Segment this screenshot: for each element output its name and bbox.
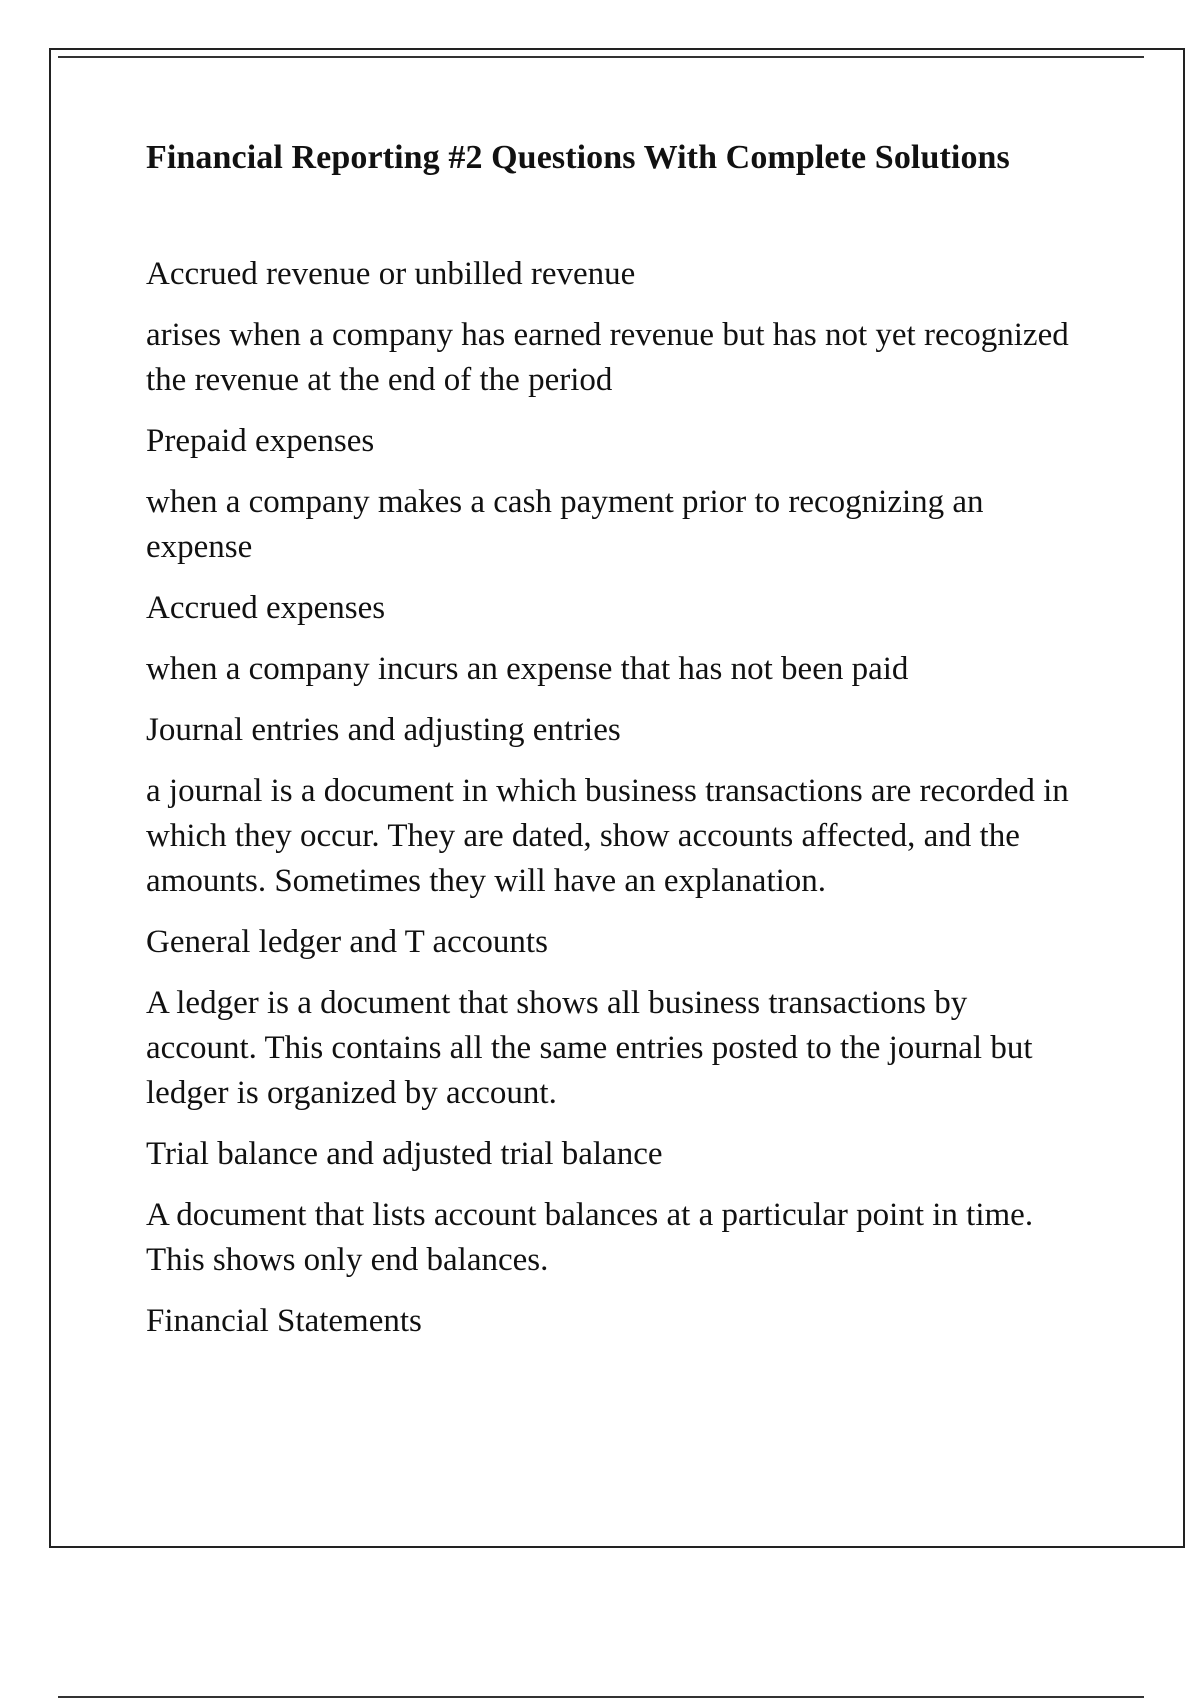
definition: when a company makes a cash payment prior to recognizing an expense [146, 483, 984, 565]
qa-item-journal-entries [146, 708, 1086, 904]
definition: when a company incurs an expense that has not been paid [146, 650, 909, 687]
document-body [146, 138, 1086, 1360]
definition: A document that lists account balances at a particular point in time. This shows only end balances. [146, 1196, 1034, 1278]
term: Accrued revenue or unbilled revenue [146, 255, 636, 292]
qa-item-accrued-expenses [146, 586, 1086, 692]
definition: arises when a company has earned revenue but has not yet recognized the revenue at the end of the period [146, 316, 1069, 398]
term: Trial balance and adjusted trial balance [146, 1135, 663, 1172]
term: General ledger and T accounts [146, 923, 548, 960]
qa-item-financial-statements [146, 1299, 1086, 1344]
qa-item-general-ledger [146, 920, 1086, 1116]
term: Accrued expenses [146, 589, 386, 626]
term: Journal entries and adjusting entries [146, 711, 621, 748]
term: Financial Statements [146, 1302, 422, 1339]
qa-item-prepaid-expenses [146, 419, 1086, 570]
qa-item-trial-balance [146, 1132, 1086, 1283]
document-title: Financial Reporting #2 Questions With Complete Solutions [146, 139, 1010, 176]
qa-item-accrued-revenue [146, 252, 1086, 403]
bottom-rule [58, 1696, 1144, 1698]
term: Prepaid expenses [146, 422, 375, 459]
definition: a journal is a document in which business transactions are recorded in which they occur. They are dated, show accounts affected, and the amounts. Sometimes they will have an explanation. [146, 772, 1069, 899]
definition: A ledger is a document that shows all business transactions by account. This contains all the same entries posted to the journal but ledger is organized by account. [146, 984, 1033, 1111]
